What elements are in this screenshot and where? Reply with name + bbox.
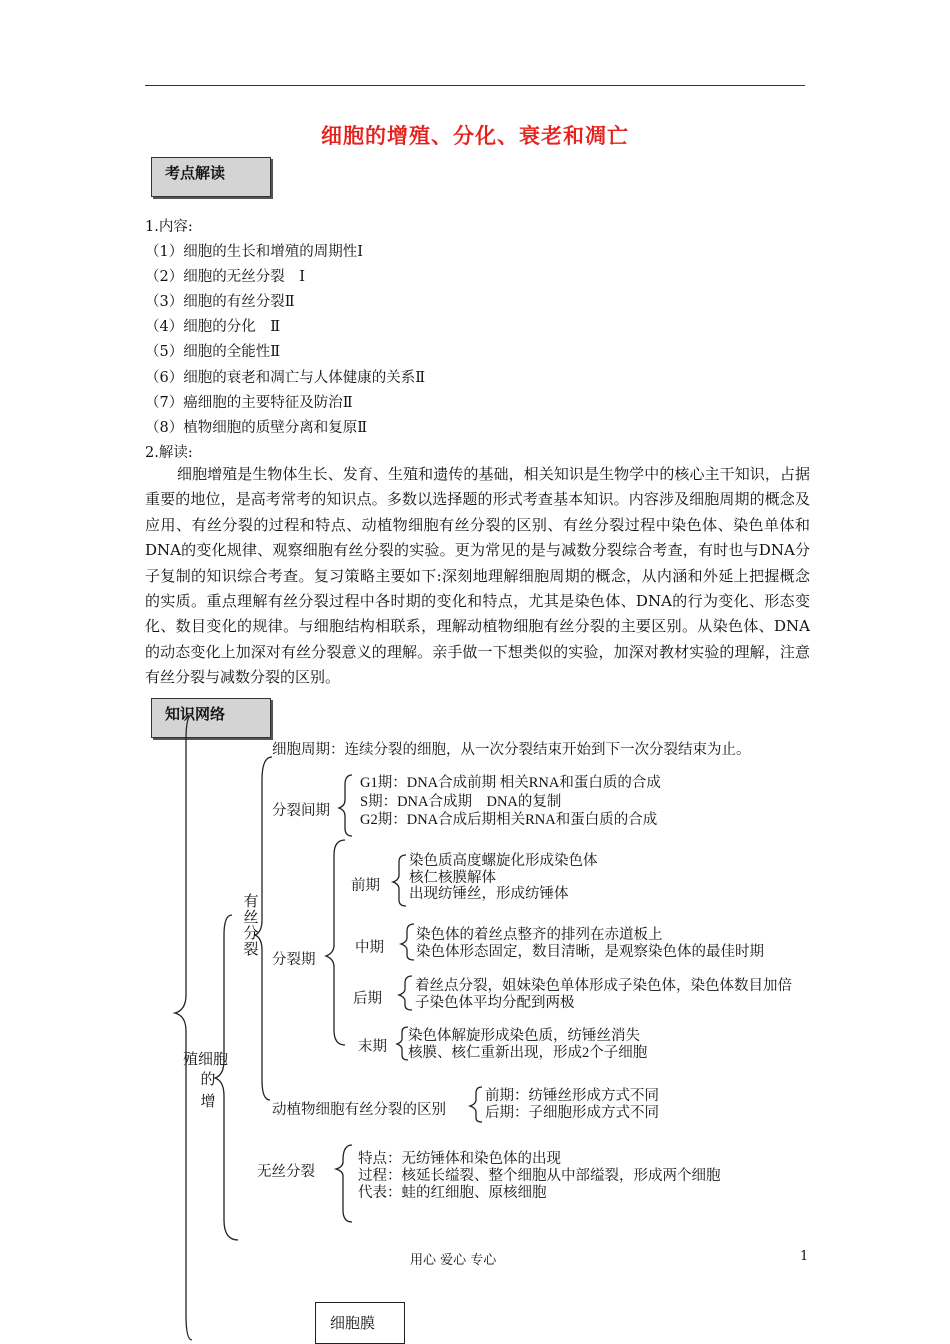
division-phase-label: 分裂期	[272, 952, 316, 968]
proliferation-label-top: 殖细胞	[183, 1052, 229, 1068]
content-item: （2）细胞的无丝分裂 Ⅰ	[145, 269, 305, 285]
interphase-item-g2: G2期：DNA合成后期相关RNA和蛋白质的合成	[360, 812, 658, 828]
content-item: （4）细胞的分化 Ⅱ	[145, 319, 281, 335]
page-number: 1	[800, 1249, 809, 1264]
brace-prophase	[393, 855, 406, 906]
section-label: 知识网络	[165, 705, 226, 723]
interpretation-paragraph: 细胞增殖是生物体生长、发育、生殖和遗传的基础，相关知识是生物学中的核心主干知识，占据重要的地位，是高考常考的知识点。多数以选择题的形式考查基本知识。内容涉及细胞周期的概念及应用、有丝分裂的过程和特点、动植物细胞有丝分裂的区别、有丝分裂过程中染色体、染色单体和DNA的变化规律、观察细胞有丝分裂的实验。更为常见的是与减数分裂综合考查，有时也与DNA分子复制的知识综合考查。复习策略主要如下:深刻地理解细胞周期的概念，从内涵和外延上把握概念的实质。重点理解有丝分裂过程中各时期的变化和特点，尤其是染色体、DNA的行为变化、形态变化、数目变化的规律。与细胞结构相联系，理解动植物细胞有丝分裂的主要区别。从染色体、DNA的动态变化上加深对有丝分裂意义的理解。亲手做一下想类似的实验，加深对教材实验的理解，注意有丝分裂与减数分裂的区别。	[145, 465, 810, 687]
page-title: 细胞的增殖、分化、衰老和凋亡	[321, 124, 629, 148]
prophase-item: 核仁核膜解体	[409, 870, 496, 886]
content-item: （6）细胞的衰老和凋亡与人体健康的关系Ⅱ	[145, 370, 426, 386]
amitosis-label: 无丝分裂	[257, 1164, 315, 1180]
prophase-item: 出现纺锤丝，形成纺锤体	[409, 886, 569, 902]
mitosis-label: 有丝分裂	[243, 892, 259, 958]
brace-division	[326, 840, 345, 1045]
difference-item: 前期：纺锤丝形成方式不同	[485, 1088, 659, 1104]
brace-difference	[470, 1087, 482, 1122]
brace-outer	[175, 715, 192, 1340]
amitosis-item: 代表：蛙的红细胞、原核细胞	[358, 1185, 547, 1201]
telophase-item: 染色体解旋形成染色质，纺锤丝消失	[408, 1028, 640, 1044]
metaphase-item: 染色体形态固定，数目清晰，是观察染色体的最佳时期	[416, 944, 764, 960]
cell-membrane-box	[315, 1302, 405, 1344]
amitosis-item: 特点：无纺锤体和染色体的出现	[358, 1151, 561, 1167]
anaphase-item: 着丝点分裂，姐妹染色单体形成子染色体，染色体数目加倍	[415, 978, 792, 994]
interpret-heading: 2.解读:	[145, 445, 193, 461]
content-item: （7）癌细胞的主要特征及防治Ⅱ	[145, 395, 353, 411]
interphase-item-g1: G1期：DNA合成前期 相关RNA和蛋白质的合成	[360, 775, 661, 791]
content-heading: 1.内容:	[145, 219, 193, 235]
brace-anaphase	[399, 976, 412, 1010]
metaphase-label: 中期	[355, 940, 384, 956]
anaphase-item: 子染色体平均分配到两极	[415, 995, 575, 1011]
difference-label: 动植物细胞有丝分裂的区别	[272, 1102, 446, 1118]
section-label: 考点解读	[165, 164, 226, 182]
interphase-item-s: S期：DNA合成期 DNA的复制	[360, 794, 562, 810]
anaphase-label: 后期	[353, 991, 382, 1007]
difference-item: 后期：子细胞形成方式不同	[485, 1105, 659, 1121]
brace-amitosis	[336, 1145, 352, 1222]
cell-membrane-label: 细胞膜	[330, 1314, 376, 1332]
brace-proliferation	[215, 915, 238, 1240]
metaphase-item: 染色体的着丝点整齐的排列在赤道板上	[416, 927, 663, 943]
brace-interphase	[339, 775, 352, 836]
content-item: （5）细胞的全能性Ⅱ	[145, 344, 281, 360]
content-item: （3）细胞的有丝分裂Ⅱ	[145, 294, 295, 310]
footer-motto: 用心 爱心 专心	[410, 1253, 497, 1268]
content-item: （1）细胞的生长和增殖的周期性Ⅰ	[145, 244, 363, 260]
proliferation-label-bottom: 的增	[200, 1070, 216, 1110]
amitosis-item: 过程：核延长缢裂、整个细胞从中部缢裂，形成两个细胞	[358, 1168, 721, 1184]
prophase-label: 前期	[351, 878, 380, 894]
brace-telophase	[397, 1027, 408, 1060]
telophase-label: 末期	[358, 1039, 387, 1055]
content-item: （8）植物细胞的质壁分离和复原Ⅱ	[145, 420, 368, 436]
telophase-item: 核膜、核仁重新出现，形成2个子细胞	[408, 1045, 648, 1061]
prophase-item: 染色质高度螺旋化形成染色体	[409, 853, 598, 869]
cell-cycle-definition: 细胞周期：连续分裂的细胞，从一次分裂结束开始到下一次分裂结束为止。	[272, 742, 751, 758]
brace-metaphase	[401, 924, 414, 960]
interphase-label: 分裂间期	[272, 803, 330, 819]
